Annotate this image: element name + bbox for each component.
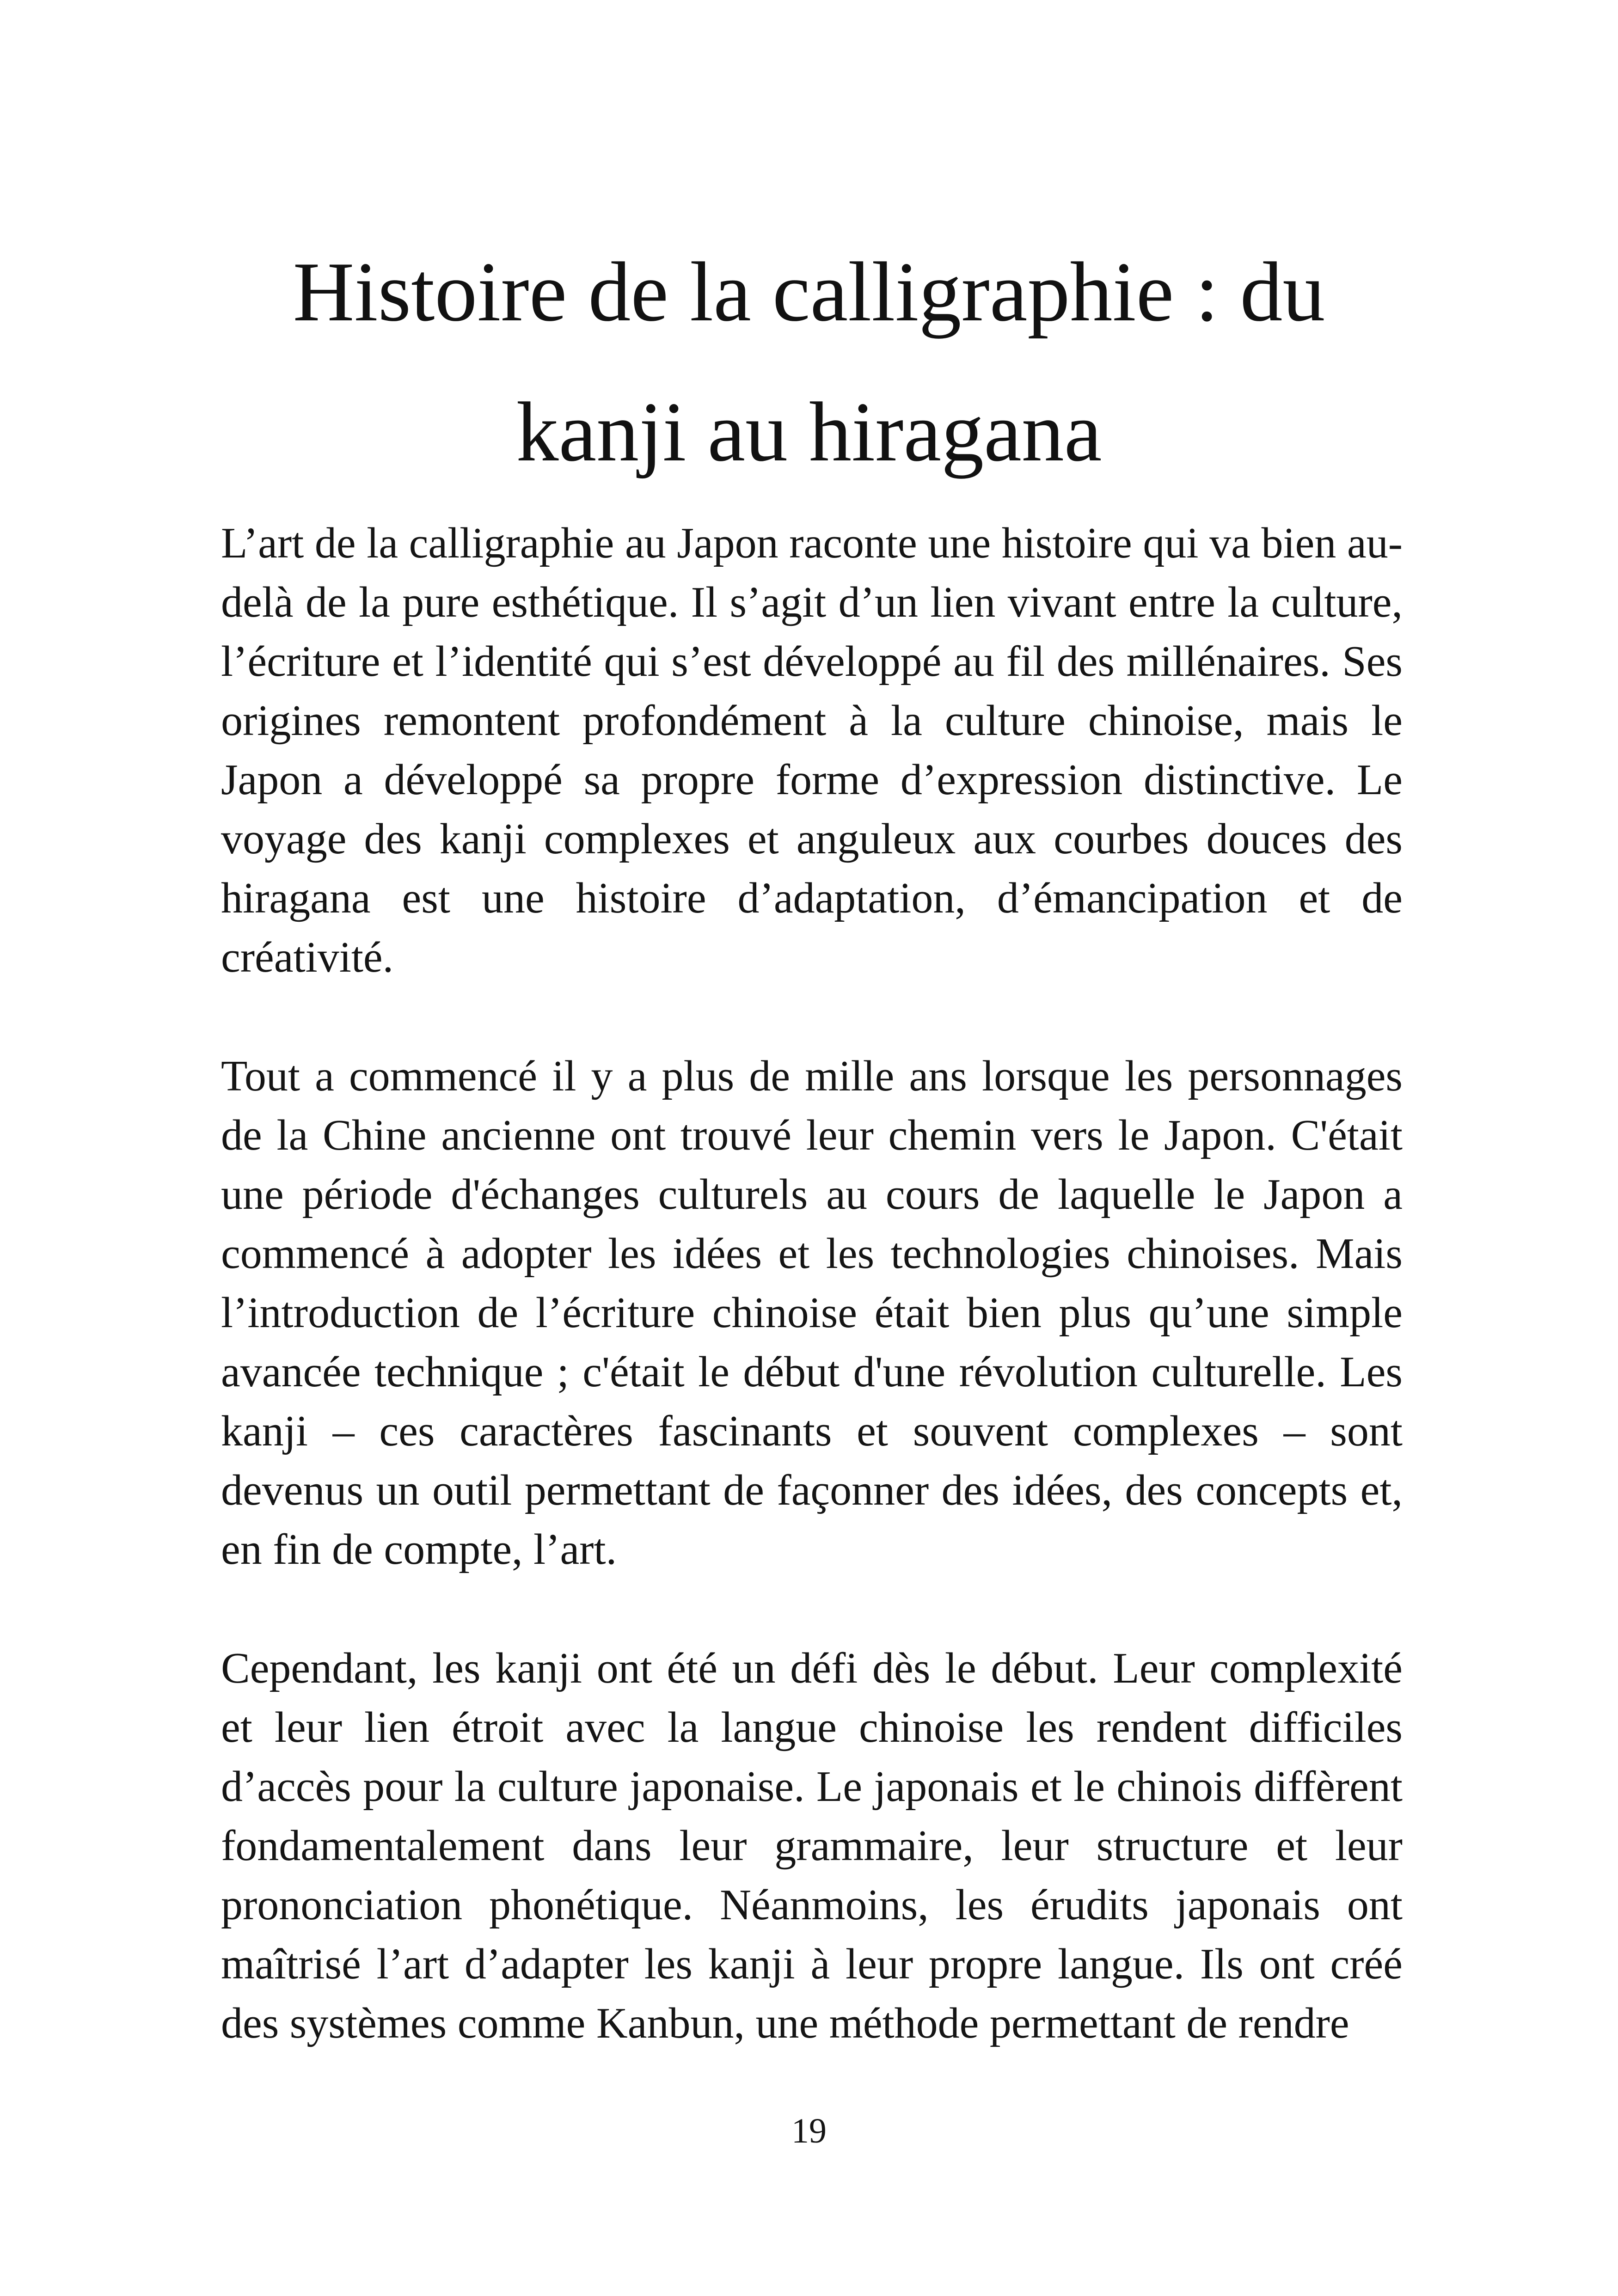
chapter-title: Histoire de la calligraphie : du kanji au hiragana [293, 245, 1325, 479]
paragraph-2: Tout a commencé il y a plus de mille ans lorsque les personnages de la Chine ancienne ont trouvé leur chemin vers le Japon. C'était une période d'échanges culturels au cours de laquelle le Japon a commencé à adopter les idées et les technologies chinoises. Mais l’introduction de l’écriture chinoise était bien plus qu’une simple avancée technique ; c'était le début d'une révolution culturelle. Les kanji – ces caractères fascinants et souvent complexes – sont devenus un outil permettant de façonner des idées, des concepts et, en fin de compte, l’art. [221, 1052, 1403, 1574]
paragraph-1: L’art de la calligraphie au Japon raconte une histoire qui va bien au-delà de la pure esthétique. Il s’agit d’un lien vivant entre la culture, l’écriture et l’identité qui s’est développé au fil des millénaires. Ses origines remontent profondément à la culture chinoise, mais le Japon a développé sa propre forme d’expression distinctive. Le voyage des kanji complexes et anguleux aux courbes douces des hiragana est une histoire d’adaptation, d’émancipation et de créativité. [221, 519, 1403, 981]
paragraph-3: Cependant, les kanji ont été un défi dès le début. Leur complexité et leur lien étroit avec la langue chinoise les rendent difficiles d’accès pour la culture japonaise. Le japonais et le chinois diffèrent fondamentalement dans leur grammaire, leur structure et leur prononciation phonétique. Néanmoins, les érudits japonais ont maîtrisé l’art d’adapter les kanji à leur propre langue. Ils ont créé des systèmes comme Kanbun, une méthode permettant de rendre [221, 1644, 1403, 2047]
page-number: 19 [791, 2112, 827, 2150]
body-text [221, 514, 1403, 2053]
